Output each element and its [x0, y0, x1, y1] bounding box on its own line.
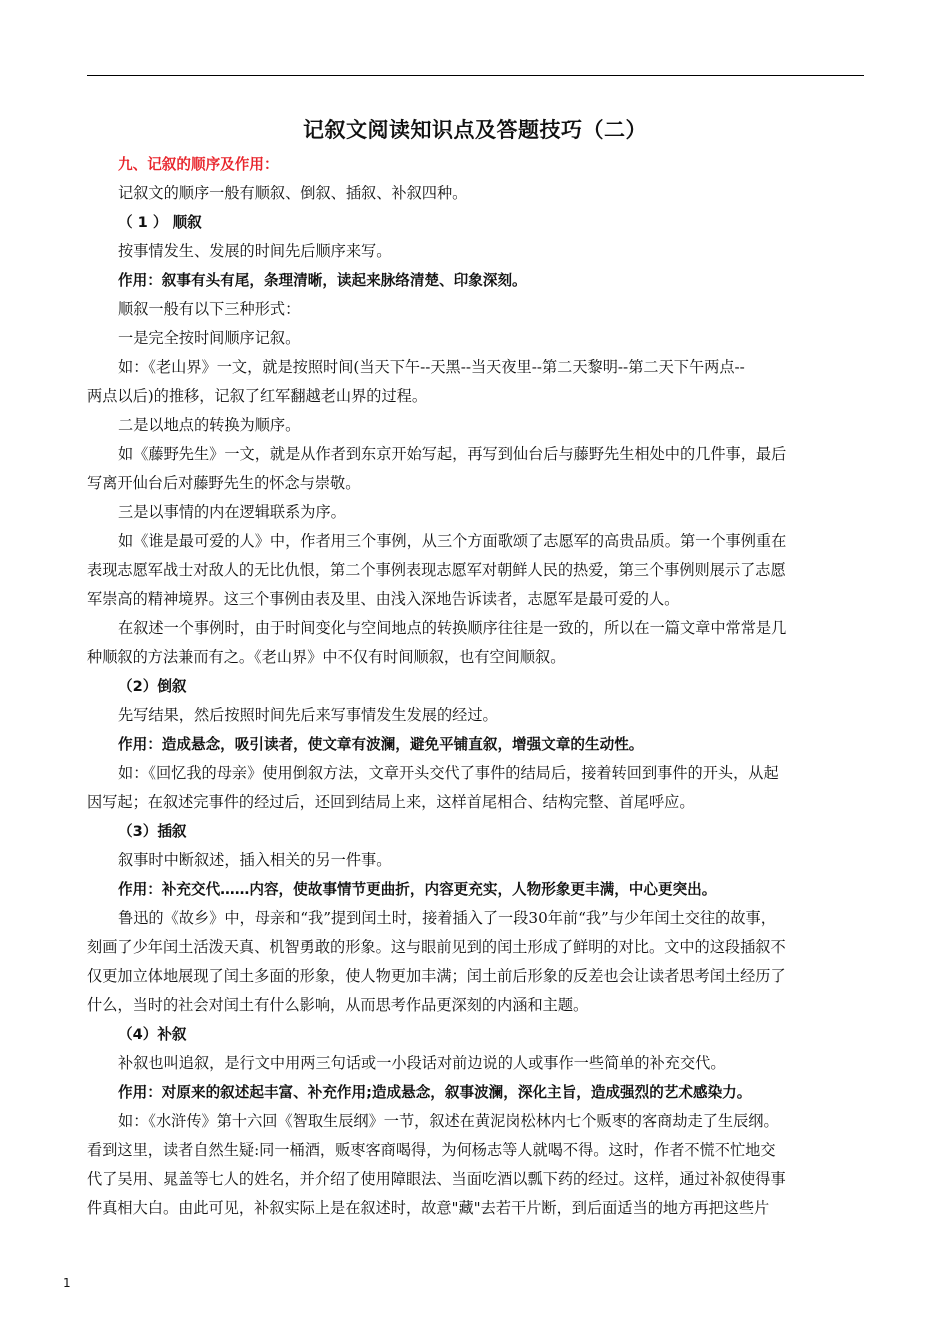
document-title: 记叙文阅读知识点及答题技巧（二） — [303, 118, 647, 142]
paragraph-line: 如《谁是最可爱的人》中，作者用三个事例，从三个方面歌颂了志愿军的高贵品质。第一个事例重在 — [118, 532, 787, 550]
paragraph-line: 表现志愿军战士对敌人的无比仇恨，第二个事例表现志愿军对朝鲜人民的热爱，第三个事例则展示了志愿 — [87, 561, 786, 579]
paragraph-line: 因写起；在叙述完事件的经过后，还回到结局上来，这样首尾相合、结构完整、首尾呼应。 — [87, 793, 695, 811]
paragraph-line: 件真相大白。由此可见，补叙实际上是在叙述时，故意"藏"去若干片断，到后面适当的地方再把这些片 — [87, 1199, 770, 1217]
effect-line: 作用：造成悬念，吸引读者，使文章有波澜，避免平铺直叙，增强文章的生动性。 — [118, 736, 644, 753]
paragraph-line: 鲁迅的《故乡》中，母亲和“我”提到闰土时，接着插入了一段30年前“我”与少年闰土交往的故事， — [118, 909, 776, 927]
paragraph-line: 在叙述一个事例时，由于时间变化与空间地点的转换顺序往往是一致的，所以在一篇文章中常常是几 — [118, 619, 787, 637]
subheading-buxu: （4）补叙 — [118, 1026, 187, 1043]
paragraph-line: 三是以事情的内在逻辑联系为序。 — [118, 503, 346, 521]
paragraph-line: 刻画了少年闰土活泼天真、机智勇敢的形象。这与眼前见到的闰土形成了鲜明的对比。文中的这段插叙不 — [87, 938, 786, 956]
paragraph-line: 如：《回忆我的母亲》使用倒叙方法，文章开头交代了事件的结局后，接着转回到事件的开头，从起 — [118, 764, 779, 782]
paragraph-line: 种顺叙的方法兼而有之。《老山界》中不仅有时间顺叙，也有空间顺叙。 — [87, 648, 566, 666]
paragraph-line: 二是以地点的转换为顺序。 — [118, 416, 301, 434]
paragraph-line: 仅更加立体地展现了闰土多面的形象，使人物更加丰满；闰土前后形象的反差也会让读者思考闰土经历了 — [87, 967, 786, 985]
paragraph-line: 顺叙一般有以下三种形式： — [118, 300, 301, 318]
page-number: 1 — [63, 1276, 71, 1290]
paragraph-line: 如：《水浒传》第十六回《智取生辰纲》一节，叙述在黄泥岗松林内七个贩枣的客商劫走了生辰纲。 — [118, 1112, 779, 1130]
paragraph-line: 记叙文的顺序一般有顺叙、倒叙、插叙、补叙四种。 — [118, 184, 468, 202]
subheading-chaxu: （3）插叙 — [118, 823, 187, 840]
subheading-daoxu: （2）倒叙 — [118, 678, 187, 695]
paragraph-line: 两点以后)的推移，记叙了红军翻越老山界的过程。 — [87, 387, 428, 405]
paragraph-line: 军崇高的精神境界。这三个事例由表及里、由浅入深地告诉读者，志愿军是最可爱的人。 — [87, 590, 680, 608]
paragraph-line: 代了吴用、晁盖等七人的姓名，并介绍了使用障眼法、当面吃酒以瓢下药的经过。这样，通过补叙使得事 — [87, 1170, 786, 1188]
paragraph-line: 如《藤野先生》一文，就是从作者到东京开始写起，再写到仙台后与藤野先生相处中的几件事，最后 — [118, 445, 787, 463]
paragraph-line: 先写结果，然后按照时间先后来写事情发生发展的经过。 — [118, 706, 498, 724]
effect-line: 作用：对原来的叙述起丰富、补充作用;造成悬念，叙事波澜，深化主旨，造成强烈的艺术感染力。 — [118, 1084, 752, 1101]
paragraph-line: 叙事时中断叙述，插入相关的另一件事。 — [118, 851, 392, 869]
paragraph-line: 如：《老山界》一文，就是按照时间(当天下午--天黑--当天夜里--第二天黎明--第二天下午两点-- — [118, 358, 745, 376]
paragraph-line: 一是完全按时间顺序记叙。 — [118, 329, 301, 347]
paragraph-line: 补叙也叫追叙，是行文中用两三句话或一小段话对前边说的人或事作一些简单的补充交代。 — [118, 1054, 726, 1072]
paragraph-line: 什么，当时的社会对闰土有什么影响，从而思考作品更深刻的内涵和主题。 — [87, 996, 589, 1014]
section-heading: 九、记叙的顺序及作用： — [118, 156, 279, 173]
effect-line: 作用：补充交代……内容，使故事情节更曲折，内容更充实，人物形象更丰满，中心更突出。 — [118, 881, 717, 898]
paragraph-line: 写离开仙台后对藤野先生的怀念与崇敬。 — [87, 474, 361, 492]
paragraph-line: 看到这里，读者自然生疑:同一桶酒，贩枣客商喝得，为何杨志等人就喝不得。这时，作者不慌不忙地交 — [87, 1141, 776, 1159]
subheading-shunxu: （ 1 ） 顺叙 — [118, 214, 202, 231]
paragraph-line: 按事情发生、发展的时间先后顺序来写。 — [118, 242, 392, 260]
document-body — [87, 150, 864, 1223]
effect-line: 作用：叙事有头有尾，条理清晰，读起来脉络清楚、印象深刻。 — [118, 272, 527, 289]
header-rule — [87, 75, 864, 76]
